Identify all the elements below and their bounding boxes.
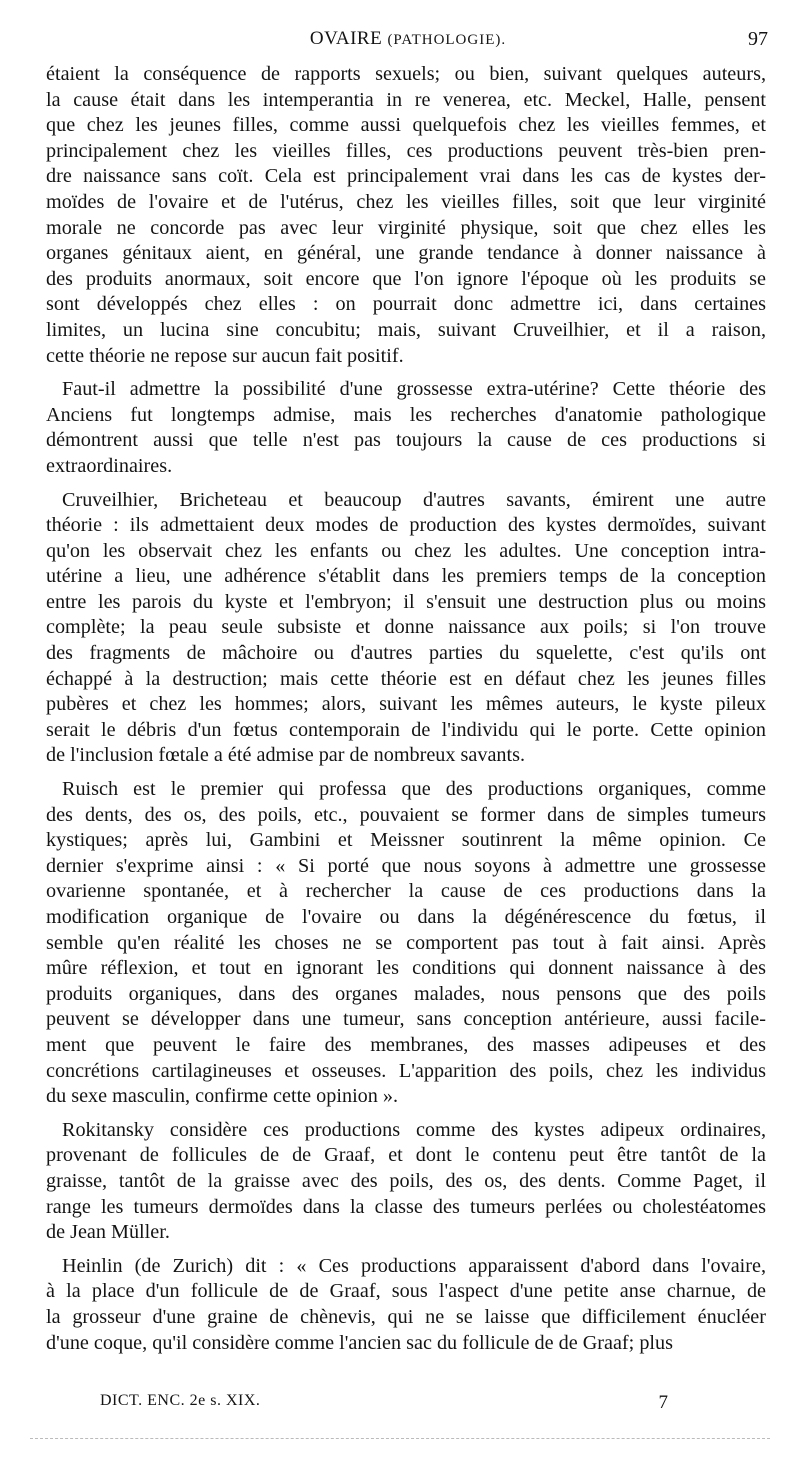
page-footer bbox=[100, 1392, 680, 1422]
text-line: des dents, des os, des poils, etc., pouvaient se former dans de simples tumeurs bbox=[46, 803, 766, 826]
text-line: de Jean Müller. bbox=[46, 1221, 170, 1244]
text-line: moïdes de l'ovaire et de l'utérus, chez les vieilles filles, soit que leur virginité bbox=[46, 190, 766, 213]
text-line: principalement chez les vieilles filles, ces productions peuvent très-bien pren- bbox=[46, 139, 766, 162]
text-line: sont développés chez elles : on pourrait donc admettre ici, dans certaines bbox=[46, 293, 766, 316]
running-title bbox=[48, 28, 768, 50]
text-line: provenant de follicules de de Graaf, et dont le contenu peut être tantôt de la bbox=[46, 1144, 766, 1167]
text-line: extraordinaires. bbox=[46, 454, 173, 477]
body-text bbox=[46, 62, 766, 1356]
paragraph bbox=[46, 488, 766, 770]
paragraph bbox=[46, 1254, 766, 1356]
text-line: Faut-il admettre la possibilité d'une grossesse extra-utérine? Cette théorie des bbox=[62, 378, 766, 401]
printer-signature: DICT. ENC. 2e s. XIX. bbox=[100, 1392, 261, 1409]
text-line: concrétions cartilagineuses et osseuses. L'apparition des poils, chez les individus bbox=[46, 1059, 766, 1082]
page-number: 97 bbox=[748, 28, 768, 50]
paragraph bbox=[46, 377, 766, 479]
text-line: Rokitansky considère ces productions comme des kystes adipeux ordinaires, bbox=[62, 1118, 766, 1141]
paragraph bbox=[46, 777, 766, 1110]
text-line: du sexe masculin, confirme cette opinion ». bbox=[46, 1085, 399, 1108]
text-line: peuvent se développer dans une tumeur, sans conception antérieure, aussi facile- bbox=[46, 1008, 766, 1031]
paragraph bbox=[46, 62, 766, 369]
text-line: utérine a lieu, une adhérence s'établit dans les premiers temps de la conception bbox=[46, 565, 766, 588]
text-line: la grosseur d'une graine de chènevis, qui ne se laisse que difficilement énucléer bbox=[46, 1305, 766, 1328]
text-line: graisse, tantôt de la graisse avec des poils, des os, des dents. Comme Paget, il bbox=[46, 1169, 766, 1192]
text-line: de l'inclusion fœtale a été admise par de nombreux savants. bbox=[46, 744, 526, 767]
text-line: limites, un lucina sine concubitu; mais, suivant Cruveilhier, et il a raison, bbox=[46, 318, 766, 341]
text-line: théorie : ils admettaient deux modes de production des kystes dermoïdes, suivant bbox=[46, 514, 766, 537]
text-line: échappé à la destruction; mais cette théorie est en défaut chez les jeunes filles bbox=[46, 667, 766, 690]
sheet-number: 7 bbox=[658, 1392, 668, 1413]
running-title-main: OVAIRE bbox=[309, 28, 383, 49]
text-line: modification organique de l'ovaire ou dans la dégénérescence du fœtus, il bbox=[46, 906, 766, 928]
text-line: kystiques; après lui, Gambini et Meissner soutinrent la même opinion. Ce bbox=[46, 829, 766, 852]
text-line: Ruisch est le premier qui professa que des productions organiques, comme bbox=[62, 778, 766, 801]
text-line: range les tumeurs dermoïdes dans la classe des tumeurs perlées ou cholestéatomes bbox=[46, 1195, 766, 1218]
text-line: Anciens fut longtemps admise, mais les recherches d'anatomie pathologique bbox=[46, 403, 766, 426]
paragraph bbox=[46, 1118, 766, 1246]
bottom-rule bbox=[30, 1438, 770, 1439]
text-line: d'une coque, qu'il considère comme l'ancien sac du follicule de de Graaf; plus bbox=[46, 1331, 673, 1354]
page-header bbox=[48, 28, 768, 58]
text-line: dernier s'exprime ainsi : « Si porté que nous soyons à admettre une grossesse bbox=[46, 854, 766, 877]
text-line: complète; la peau seule subsiste et donne naissance aux poils; si l'on trouve bbox=[46, 616, 766, 639]
text-line: des produits anormaux, soit encore que l'on ignore l'époque où les produits se bbox=[46, 267, 766, 290]
text-line: mûre réflexion, et tout en ignorant les conditions qui donnent naissance à des bbox=[46, 957, 766, 980]
text-line: cette théorie ne repose sur aucun fait positif. bbox=[46, 344, 404, 367]
text-line: des fragments de mâchoire ou d'autres parties du squelette, c'est qu'ils ont bbox=[46, 642, 766, 665]
text-line: serait le débris d'un fœtus contemporain de l'individu qui le porte. Cette opinion bbox=[46, 718, 766, 741]
text-line: semble qu'en réalité les choses ne se comportent pas tout à fait ainsi. Après bbox=[46, 931, 766, 954]
text-line: dre naissance sans coït. Cela est principalement vrai dans les cas de kystes der- bbox=[46, 165, 766, 188]
text-line: Cruveilhier, Bricheteau et beaucoup d'autres savants, émirent une autre bbox=[62, 488, 766, 511]
text-line: démontrent aussi que telle n'est pas toujours la cause de ces productions si bbox=[46, 429, 766, 452]
text-line: à la place d'un follicule de de Graaf, sous l'aspect d'une petite anse charnue, de bbox=[46, 1280, 766, 1303]
text-line: produits organiques, dans des organes malades, nous pensons que des poils bbox=[46, 982, 766, 1005]
text-line: la cause était dans les intemperantia in re venerea, etc. Meckel, Halle, pensent bbox=[46, 88, 766, 111]
text-line: pubères et chez les hommes; alors, suivant les mêmes auteurs, le kyste pileux bbox=[46, 693, 766, 716]
text-line: entre les parois du kyste et l'embryon; il s'ensuit une destruction plus ou moins bbox=[46, 590, 766, 613]
text-line: que chez les jeunes filles, comme aussi quelquefois chez les vieilles femmes, et bbox=[46, 114, 766, 137]
text-line: Heinlin (de Zurich) dit : « Ces productions apparaissent d'abord dans l'ovaire, bbox=[62, 1254, 766, 1277]
text-line: étaient la conséquence de rapports sexuels; ou bien, suivant quelques auteurs, bbox=[46, 63, 766, 85]
running-title-sub: (PATHOLOGIE). bbox=[387, 32, 507, 48]
text-line: morale ne concorde pas avec leur virginité physique, soit que chez elles les bbox=[46, 216, 766, 239]
text-line: organes génitaux aient, en général, une grande tendance à donner naissance à bbox=[46, 242, 766, 265]
text-line: ment que peuvent le faire des membranes, des masses adipeuses et des bbox=[46, 1033, 766, 1056]
text-line: qu'on les observait chez les enfants ou chez les adultes. Une conception intra- bbox=[46, 539, 766, 562]
text-line: ovarienne spontanée, et à rechercher la cause de ces productions dans la bbox=[46, 880, 766, 903]
